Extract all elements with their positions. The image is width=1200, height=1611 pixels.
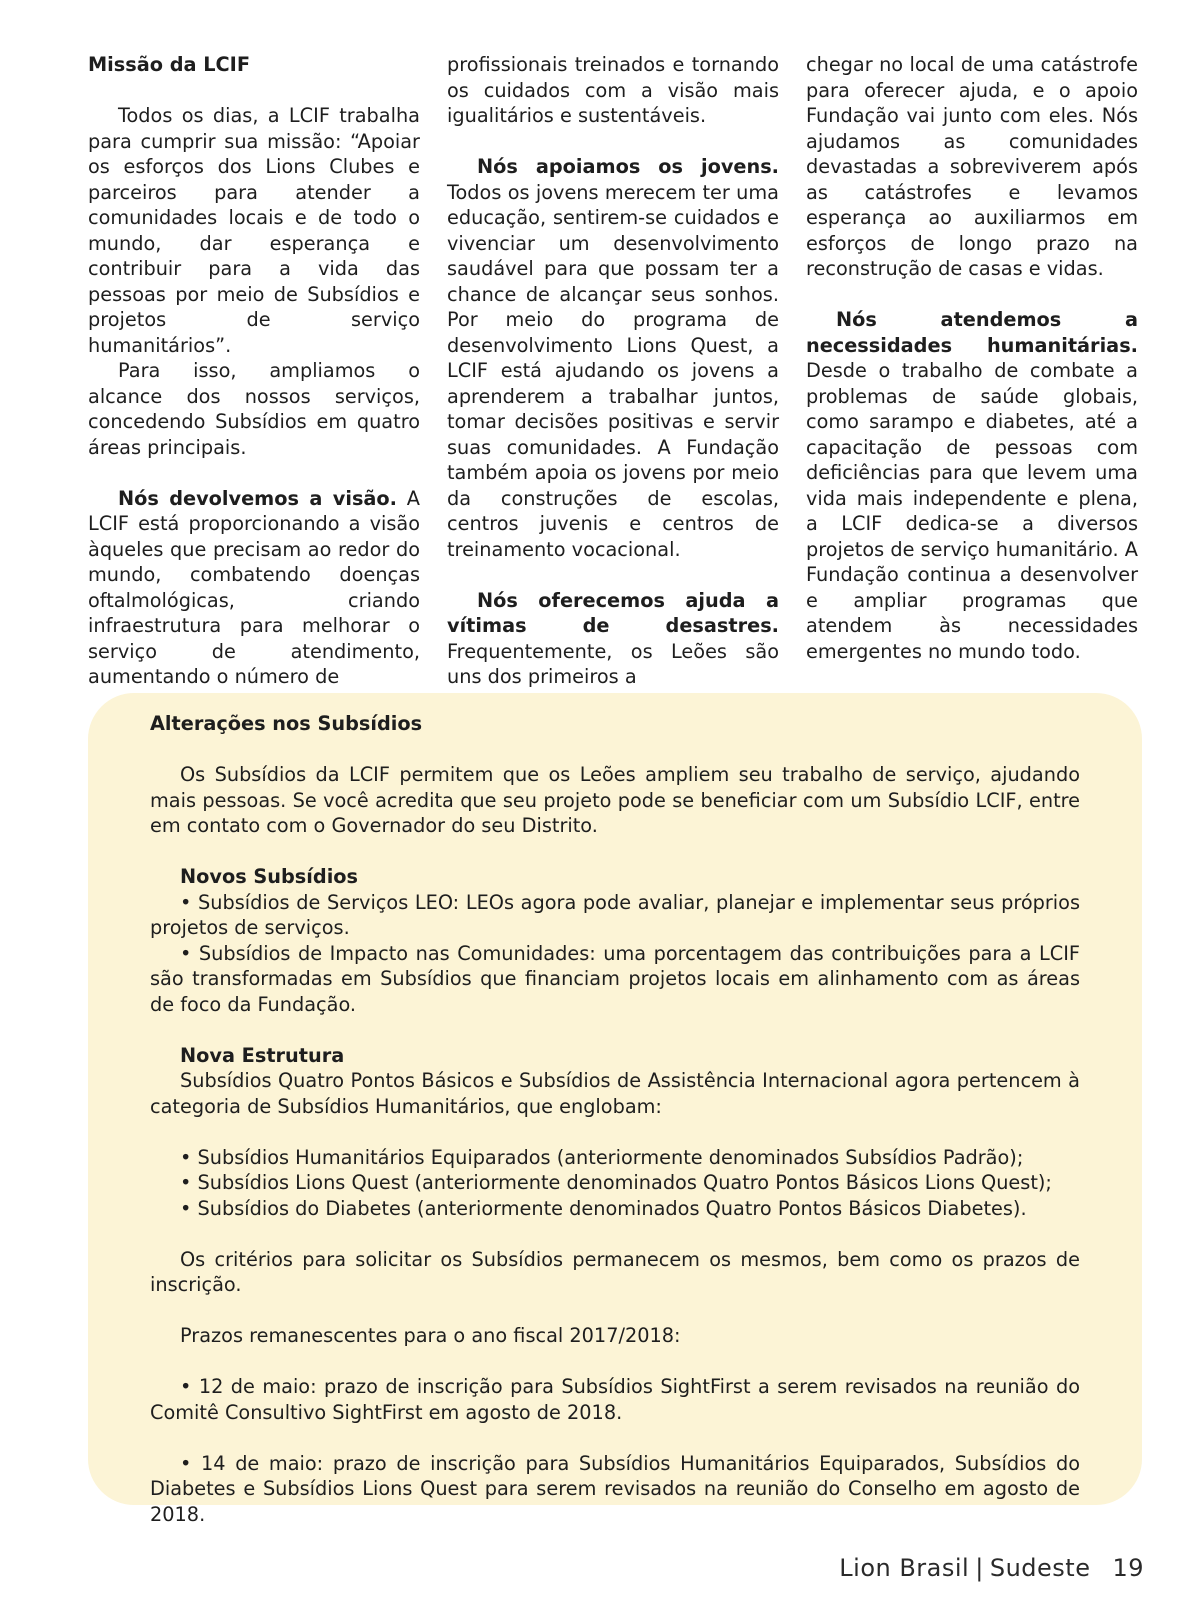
disaster-paragraph — [447, 588, 779, 690]
column-3 — [806, 52, 1138, 690]
region-name: Sudeste — [989, 1554, 1091, 1582]
criteria-text: Os critérios para solicitar os Subsídios permanecem os mesmos, bem como os prazos de inscrição. — [150, 1247, 1080, 1296]
new-grant-community: • Subsídios de Impacto nas Comunidades: uma porcentagem das contribuições para a LCIF são transformadas em Subsídios que financiam projetos locais em alinhamento com as áreas de foco da Fundação. — [150, 941, 1080, 1016]
deadline-item: • 12 de maio: prazo de inscrição para Subsídios SightFirst a serem revisados na reunião do Comitê Consultivo SightFirst em agosto de 2018. — [150, 1375, 1080, 1424]
column-1 — [88, 52, 420, 690]
grant-changes-box — [88, 693, 1142, 1526]
new-structure-text: Subsídios Quatro Pontos Básicos e Subsídios de Assistência Internacional agora pertencem à categoria de Subsídios Humanitários, que englobam: — [150, 1069, 1080, 1118]
structure-list-item: • Subsídios do Diabetes (anteriormente denominados Quatro Pontos Básicos Diabetes). — [180, 1196, 1027, 1220]
footer-separator: | — [975, 1554, 984, 1582]
new-structure-title: Nova Estrutura — [180, 1043, 345, 1067]
box-title: Alterações nos Subsídios — [150, 712, 423, 735]
deadline-item: • 14 de maio: prazo de inscrição para Subsídios Humanitários Equiparados, Subsídios do Diabetes e Subsídios Lions Quest para serem revisados na reunião do Conselho em agosto de 2018. — [150, 1451, 1080, 1526]
disaster-continued-paragraph: chegar no local de uma catástrofe para oferecer ajuda, e o apoio Fundação vai junto com eles. Nós ajudamos as comunidades devastadas a sobreviverem após as catástrofes e levamos esperança ao auxiliarmos em esforços de longo prazo na reconstrução de casas e vidas. — [806, 53, 1138, 280]
article-columns — [88, 52, 1142, 690]
disaster-heading: Nós oferecemos ajuda a vítimas de desastres. — [447, 588, 779, 637]
new-grants-title: Novos Subsídios — [180, 865, 359, 888]
new-grant-leo: • Subsídios de Serviços LEO: LEOs agora pode avaliar, planejar e implementar seus próprios projetos de serviços. — [150, 890, 1080, 939]
publication-name: Lion Brasil — [839, 1554, 970, 1582]
youth-paragraph — [447, 154, 779, 562]
deadlines-title: Prazos remanescentes para o ano fiscal 2017/2018: — [180, 1324, 681, 1347]
mission-paragraph: Todos os dias, a LCIF trabalha para cumprir sua missão: “Apoiar os esforços dos Lions Clubes e parceiros para atender a comunidades locais e de todo o mundo, dar esperança e contribuir para a vida das pessoas por meio de Subsídios e projetos de serviço humanitários”. — [88, 104, 420, 357]
page-footer — [839, 1554, 1144, 1582]
box-intro: Os Subsídios da LCIF permitem que os Leões ampliem seu trabalho de serviço, ajudando mais pessoas. Se você acredita que seu projeto pode se beneficiar com um Subsídio LCIF, entre em contato com o Governador do seu Distrito. — [150, 763, 1080, 837]
youth-text: Todos os jovens merecem ter uma educação, sentirem-se cuidados e vivenciar um desenvolvimento saudável para que possam ter a chance de alcançar seus sonhos. Por meio do programa de desenvolvimento Lions Quest, a LCIF está ajudando os jovens a aprenderem a trabalhar juntos, tomar decisões positivas e servir suas comunidades. A Fundação também apoia os jovens por meio da construções de escolas, centros juvenis e centros de treinamento vocacional. — [447, 180, 779, 561]
page-number: 19 — [1112, 1554, 1144, 1582]
grant-changes-content — [150, 711, 1080, 1527]
humanitarian-paragraph — [806, 307, 1138, 664]
article-title: Missão da LCIF — [88, 53, 251, 76]
vision-heading: Nós devolvemos a visão. — [118, 486, 397, 510]
column-2 — [447, 52, 779, 690]
humanitarian-text: Desde o trabalho de combate a problemas de saúde globais, como sarampo e diabetes, até a capacitação de pessoas com deficiências para que levem uma vida mais independente e plena, a LCIF dedica-se a diversos projetos de serviço humanitário. A Fundação continua a desenvolver e ampliar programas que atendem às necessidades emergentes no mundo todo. — [806, 359, 1138, 663]
humanitarian-heading: Nós atendemos a necessidades humanitárias. — [806, 308, 1138, 357]
vision-text: A LCIF está proporcionando a visão àqueles que precisam ao redor do mundo, combatendo doenças oftalmológicas, criando infraestrutura para melhorar o serviço de atendimento, aumentando o número de — [88, 486, 420, 688]
vision-continued-paragraph: profissionais treinados e tornando os cuidados com a visão mais igualitários e sustentáveis. — [447, 53, 779, 127]
structure-list-item: • Subsídios Humanitários Equiparados (anteriormente denominados Subsídios Padrão); — [180, 1145, 1024, 1169]
areas-paragraph: Para isso, ampliamos o alcance dos nossos serviços, concedendo Subsídios em quatro áreas principais. — [88, 359, 420, 459]
vision-paragraph — [88, 486, 420, 690]
youth-heading: Nós apoiamos os jovens. — [477, 155, 779, 178]
structure-list-item: • Subsídios Lions Quest (anteriormente denominados Quatro Pontos Básicos Lions Quest); — [180, 1171, 1052, 1194]
disaster-text: Frequentemente, os Leões são uns dos primeiros a — [447, 639, 779, 688]
